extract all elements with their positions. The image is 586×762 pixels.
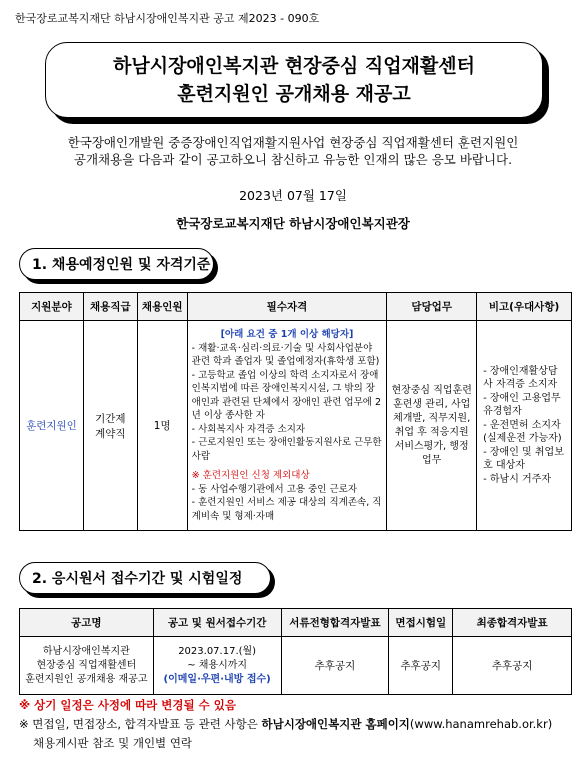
col-header: 담당업무 bbox=[387, 293, 477, 321]
section2-heading: 2. 응시원서 접수기간 및 시험일정 bbox=[19, 562, 271, 594]
col-header: 지원분야 bbox=[20, 293, 84, 321]
footnote-prefix: ※ 면접일, 면접장소, 합격자발표 등 관련 사항은 bbox=[19, 717, 262, 731]
page-title-line1: 하남시장애인복지관 현장중심 직업재활센터 bbox=[113, 55, 475, 77]
col-header: 채용직급 bbox=[83, 293, 137, 321]
col-header: 면접시험일 bbox=[389, 609, 453, 637]
note-item: - 운전면허 소지자 (실제운전 가능자) bbox=[483, 419, 562, 445]
notice-name-line: 현장중심 직업재활센터 bbox=[36, 659, 137, 671]
col-header: 채용인원 bbox=[137, 293, 187, 321]
table-row bbox=[20, 637, 572, 695]
notice-name-cell bbox=[20, 637, 154, 695]
duties-cell: 현장중심 직업훈련 훈련생 관리, 사업체개발, 직무지원, 취업 후 적응지원 서비스평가, 행정업무 bbox=[387, 321, 477, 531]
schedule-table bbox=[19, 608, 572, 695]
intro-text bbox=[30, 134, 556, 168]
intro-line2: 공개채용을 다음과 같이 공고하오니 참신하고 유능한 인재의 많은 응모 바랍니다. bbox=[73, 152, 513, 167]
note-item: - 하남시 거주자 bbox=[483, 473, 552, 485]
note-item: - 장애인재활상담사 자격증 소지자 bbox=[483, 365, 558, 391]
rank-line1: 기간제 bbox=[95, 412, 126, 425]
req-item: - 고등학교 졸업 이상의 학력 소지자로서 장애인복지법에 따른 장애인복지시설, 그 밖의 장애인과 관련된 단체에서 장애인 관련 업무에 2년 이상 종사한 자 bbox=[191, 369, 382, 421]
homepage-name: 하남시장애인복지관 홈페이지 bbox=[261, 717, 410, 731]
col-header: 공고 및 원서접수기간 bbox=[153, 609, 281, 637]
period-line1: 2023.07.17.(월) bbox=[178, 645, 257, 657]
footnote-schedule-change: ※ 상기 일정은 사정에 따라 변경될 수 있음 bbox=[19, 698, 236, 712]
restrict-title: ※ 훈련지원인 신청 제외대상 bbox=[191, 470, 310, 481]
rank-line2: 계약직 bbox=[95, 427, 126, 440]
doc-number: 한국장로교복지재단 하남시장애인복지관 공고 제2023 - 090호 bbox=[15, 12, 320, 25]
req-item: - 재활·교육·심리·의료·기술 및 사회사업분야 관련 학과 졸업자 및 졸업예정자(휴학생 포함) bbox=[191, 342, 380, 367]
field-cell: 훈련지원인 bbox=[20, 321, 84, 531]
req-item: - 사회복지사 자격증 소지자 bbox=[191, 423, 306, 435]
recruitment-table bbox=[19, 292, 572, 531]
note-item: - 장애인 고용업무 유경험자 bbox=[483, 392, 561, 418]
table-row bbox=[20, 321, 572, 531]
intro-line1: 한국장애인개발원 중증장애인직업재활지원사업 현장중심 직업재활센터 훈련지원인 bbox=[67, 135, 519, 150]
req-title: [아래 요건 중 1개 이상 해당자] bbox=[220, 329, 354, 340]
title-box bbox=[45, 42, 543, 118]
restrict-item: - 동 사업수행기관에서 고용 중인 근로자 bbox=[191, 483, 358, 495]
notice-date: 2023년 07월 17일 bbox=[239, 188, 347, 203]
page-title-line2: 훈련지원인 공개채용 재공고 bbox=[177, 83, 411, 105]
restrict-item: - 훈련지원인 서비스 제공 대상의 직계존속, 직계비속 및 형제·자매 bbox=[191, 497, 382, 522]
table-header-row bbox=[20, 293, 572, 321]
table-header-row bbox=[20, 609, 572, 637]
col-header: 최종합격자발표 bbox=[453, 609, 572, 637]
footnote-contact-line2: 채용게시판 참조 및 개인별 연락 bbox=[33, 736, 193, 750]
issuer-org: 한국장로교복지재단 하남시장애인복지관장 bbox=[176, 216, 410, 231]
footnote-contact bbox=[19, 716, 579, 732]
period-line2: ~ 채용시까지 bbox=[187, 659, 248, 671]
interview-cell: 추후공지 bbox=[389, 637, 453, 695]
rank-cell bbox=[83, 321, 137, 531]
doc-result-cell: 추후공지 bbox=[281, 637, 389, 695]
col-header: 공고명 bbox=[20, 609, 154, 637]
period-cell bbox=[153, 637, 281, 695]
count-cell: 1명 bbox=[137, 321, 187, 531]
notes-cell bbox=[477, 321, 572, 531]
requirements-cell bbox=[187, 321, 387, 531]
period-line3: (이메일·우편·내방 접수) bbox=[163, 673, 271, 685]
notice-name-line: 훈련지원인 공개채용 재공고 bbox=[25, 673, 148, 685]
req-item: - 근로지원인 또는 장애인활동지원사로 근무한 사람 bbox=[191, 437, 382, 462]
note-item: - 장애인 및 취업보호 대상자 bbox=[483, 446, 564, 472]
final-result-cell: 추후공지 bbox=[453, 637, 572, 695]
col-header: 필수자격 bbox=[187, 293, 387, 321]
section1-heading: 1. 채용예정인원 및 자격기준 bbox=[19, 248, 214, 280]
homepage-url: (www.hanamrehab.or.kr) bbox=[409, 717, 553, 731]
col-header: 비고(우대사항) bbox=[477, 293, 572, 321]
col-header: 서류전형합격자발표 bbox=[281, 609, 389, 637]
notice-name-line: 하남시장애인복지관 bbox=[42, 645, 130, 657]
